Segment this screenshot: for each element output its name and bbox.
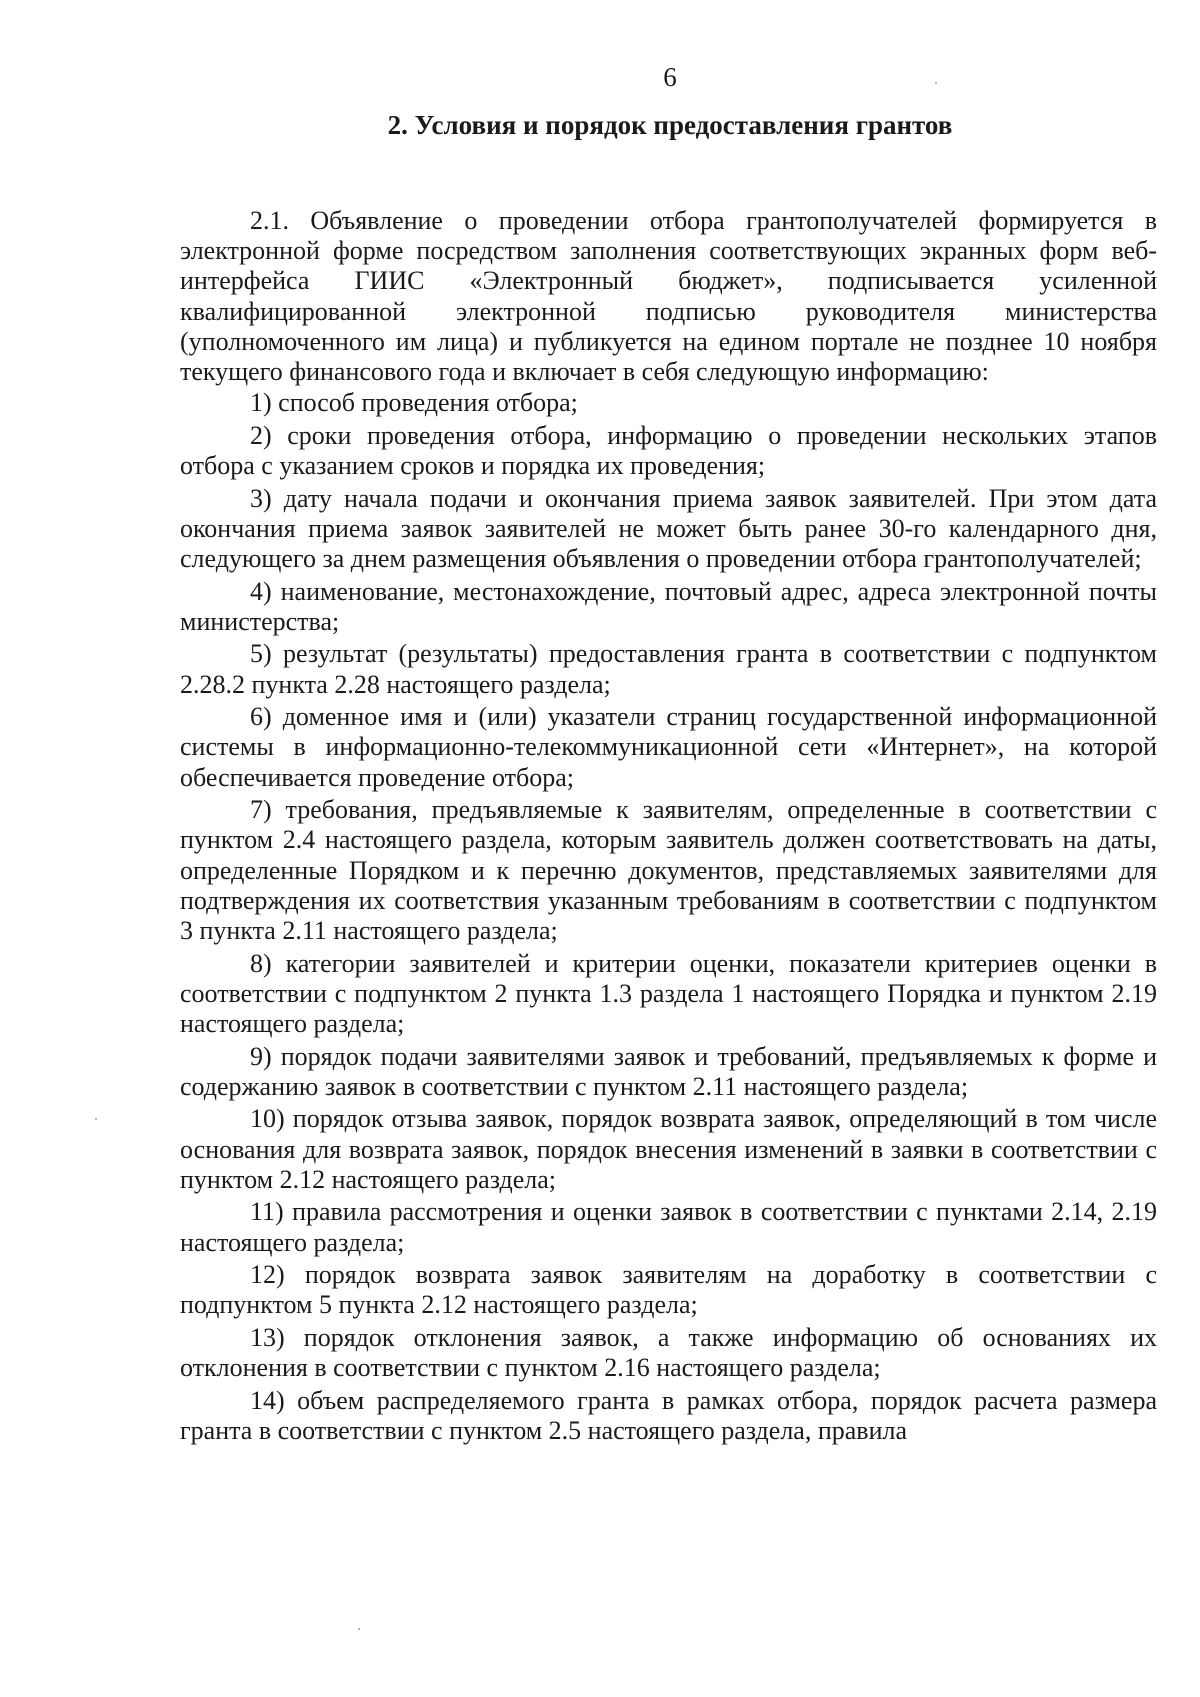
body-text — [180, 206, 1157, 1449]
scan-speck — [95, 1118, 97, 1120]
list-item-3: 3) дату начала подачи и окончания приема заявок заявителей. При этом дата окончания приема заявок заявителей не может быть ранее 30-го календарного дня, следующего за днем размещения объявления о проведении отбора грантополучателей; — [180, 483, 1157, 574]
list-item-2: 2) сроки проведения отбора, информацию о проведении нескольких этапов отбора с указанием сроков и порядка их проведения; — [180, 420, 1157, 481]
list-item-11: 11) правила рассмотрения и оценки заявок в соответствии с пунктами 2.14, 2.19 настоящего раздела; — [180, 1197, 1157, 1257]
section-title: 2. Условия и порядок предоставления грантов — [387, 110, 953, 140]
list-item-13: 13) порядок отклонения заявок, а также информацию об основаниях их отклонения в соответствии с пунктом 2.16 настоящего раздела; — [180, 1323, 1157, 1383]
list-item-14: 14) объем распределяемого гранта в рамках отбора, порядок расчета размера гранта в соответствии с пунктом 2.5 настоящего раздела, правила — [180, 1385, 1157, 1445]
list-item-6: 6) доменное имя и (или) указатели страниц государственной информационной системы в информационно-телекоммуникационной сети «Интернет», на которой обеспечивается проведение отбора; — [180, 702, 1157, 792]
list-item-12: 12) порядок возврата заявок заявителям на доработку в соответствии с подпунктом 5 пункта 2.12 настоящего раздела; — [180, 1260, 1157, 1320]
list-item-4: 4) наименование, местонахождение, почтовый адрес, адреса электронной почты министерства; — [180, 576, 1157, 636]
list-item-7: 7) требования, предъявляемые к заявителям, определенные в соответствии с пунктом 2.4 настоящего раздела, которым заявитель должен соответствовать на даты, определенные Порядком и к перечню документов, представляемых заявителями для подтверждения их соответствия указанным требованиям в соответствии с подпунктом 3 пункта 2.11 настоящего раздела; — [180, 795, 1157, 946]
page-number: 6 — [663, 62, 677, 92]
list-item-9: 9) порядок подачи заявителями заявок и требований, предъявляемых к форме и содержанию заявок в соответствии с пунктом 2.11 настоящего раздела; — [180, 1041, 1157, 1101]
paragraph-2-1: 2.1. Объявление о проведении отбора грантополучателей формируется в электронной форме посредством заполнения соответствующих экранных форм веб-интерфейса ГИИС «Электронный бюджет», подписывается усиленной квалифицированной электронной подписью руководителя министерства (уполномоченного им лица) и публикуется на едином портале не позднее 10 ноября текущего финансового года и включает в себя следующую информацию: — [180, 206, 1157, 387]
scan-speck — [935, 82, 937, 84]
list-item-1: 1) способ проведения отбора; — [250, 388, 578, 418]
list-item-5: 5) результат (результаты) предоставления гранта в соответствии с подпунктом 2.28.2 пункта 2.28 настоящего раздела; — [180, 639, 1157, 699]
list-item-8: 8) категории заявителей и критерии оценки, показатели критериев оценки в соответствии с подпунктом 2 пункта 1.3 раздела 1 настоящего Порядка и пунктом 2.19 настоящего раздела; — [180, 948, 1157, 1039]
scan-speck — [358, 1628, 360, 1630]
list-item-10: 10) порядок отзыва заявок, порядок возврата заявок, определяющий в том числе основания для возврата заявок, порядок внесения изменений в заявки в соответствии с пунктом 2.12 настоящего раздела; — [180, 1104, 1157, 1194]
